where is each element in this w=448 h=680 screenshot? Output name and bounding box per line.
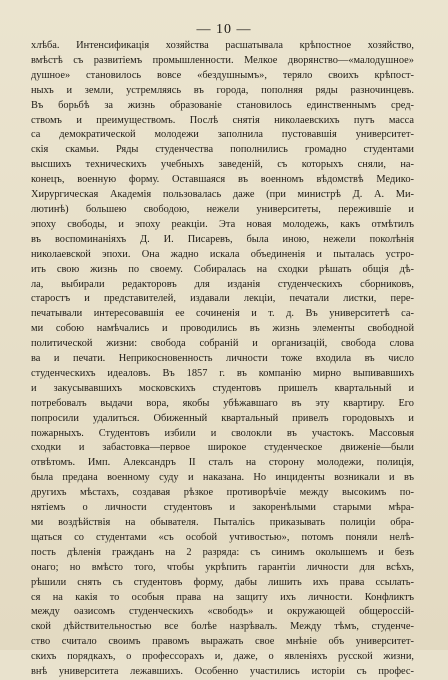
text-line: въ воспоминаніяхъ Д. И. Писаревъ, была иною, нежели поколѣнія [31,233,414,245]
text-line: политической жизни: свобода собраній и организацій, свобода слова [31,338,414,350]
text-line: ми собою намѣчались и проводились въ жизнь элементы свободной [31,323,414,335]
text-line: са демократической молодежи заполнила пустовавшія университет- [31,129,414,141]
text-line: попросили удалиться. Обиженный квартальный привелъ городовыхъ и [31,412,414,424]
page-number: — 10 — [196,22,252,37]
text-line: отвѣтомъ. Имп. Александръ II сталъ на сторону молодежи, полиція, [31,457,414,469]
text-line: студенческихъ идеаловъ. Въ 1857 г. въ компанію мирно выпивавшихъ [31,367,414,379]
text-line: ить свою жизнь по своему. Собиралась на сходки рѣшать общія дѣ- [31,263,414,275]
text-line: николаевской эпохи. Она жадно искала объединенія и пыталась устро- [31,248,414,260]
text-line: щаться со студентами «съ особой учтивостью», потомъ поняли нелѣ- [31,531,414,543]
text-line: высшихъ техническихъ учебныхъ заведеній, съ которыхъ сняли, на- [31,159,414,171]
text-line: ва и печати. Неприкосновенность личности тоже входила въ число [31,353,414,365]
text-line: была предана военному суду и наказана. Но инциденты возникали и въ [31,472,414,484]
text-line: душное» становилось вовсе «бездушнымъ», теряло своихъ крѣпост- [31,69,414,81]
text-line: пожарныхъ. Студентовъ избили и сволокли въ участокъ. Массовыя [31,427,414,439]
text-line: внѣ университета лежавшихъ. Особенно участились исторіи съ профес- [31,666,414,678]
text-line: Хирургическая Академія пользовалась даже (при министрѣ Д. А. Ми- [31,189,414,201]
text-line: сходки и забастовка—первое широкое студенческое движеніе—были [31,442,414,454]
text-line: старостъ и представителей, издавали лекціи, печатали листки, пере- [31,293,414,305]
text-line: нятіемъ о личности студентовъ и закоренѣлыми старыми мѣра- [31,502,414,514]
text-line: ство считало своимъ правомъ выражать свое мнѣніе объ университет- [31,636,414,648]
text-line: хлѣба. Интенсификація хозяйства расшатывала крѣпостное хозяйство, [31,40,414,51]
text-line: лютинѣ) большею свободою, нежели университеты, пережившіе и [31,203,414,215]
text-line: ской дѣйствительностью все болѣе назрѣвалъ. Между тѣмъ, студенче- [31,621,414,633]
text-line: потребовалъ выдачи вора, якобы убѣжавшаго въ эту квартиру. Его [31,397,414,409]
text-line: ся на какія то особыя права на защиту ихъ личности. Конфликтъ [31,591,414,603]
text-line: и закусывавшихъ московскихъ студентовъ пришелъ квартальный и [31,382,414,394]
text-line: скія скамьи. Ряды студенчества пополнились громадно студентами [31,144,414,156]
text-line: вмѣстѣ съ развитіемъ промышленности. Мелкое дворянство—«малодушное» [31,54,414,66]
text-line: конецъ, военную форму. Оставшаяся въ военномъ вѣдомствѣ Медико- [31,174,414,186]
text-line: эпоху свободы, и эпоху реакціи. Эта новая молодежь, какъ отмѣтилъ [31,218,414,230]
text-line: ствомъ и преимуществомъ. Послѣ снятія николаевскихъ путъ масса [31,114,414,126]
text-line: скихъ порядкахъ, о профессорахъ и, даже, о явленіяхъ русской жизни, [31,651,414,663]
text-line: другихъ мѣстахъ, создавая рѣзкое противорѣчіе между высокимъ по- [31,487,414,499]
text-line: пость дѣленія гражданъ на 2 разряда: съ синимъ околышемъ и безъ [31,546,414,558]
text-line: ныхъ и земли, устремляясь въ города, пополняя ряды разночинцевъ. [31,84,414,96]
text-line: ми воздѣйствія на обывателя. Пыталісь приказывать полиціи обра- [31,517,414,528]
text-line: Въ борьбѣ за жизнь образованіе становилось единственнымъ сред- [31,99,414,111]
text-line: печатывали интересовавшія ее сочиненія и т. д. Въ университетѣ са- [31,308,414,320]
text-line: ла, выбирали редакторовъ для изданія студенческихъ сборниковъ, [31,278,414,290]
text-line: рѣшили снять съ студентовъ форму, дабы лишить ихъ права ссылать- [31,576,414,588]
body-text [31,39,414,680]
text-line: онаго; но вмѣсто того, чтобы укрѣпить гарантіи личности для всѣхъ, [31,561,414,573]
text-line: между оазисомъ студенческихъ «свободъ» и окружающей общероссій- [31,606,414,618]
